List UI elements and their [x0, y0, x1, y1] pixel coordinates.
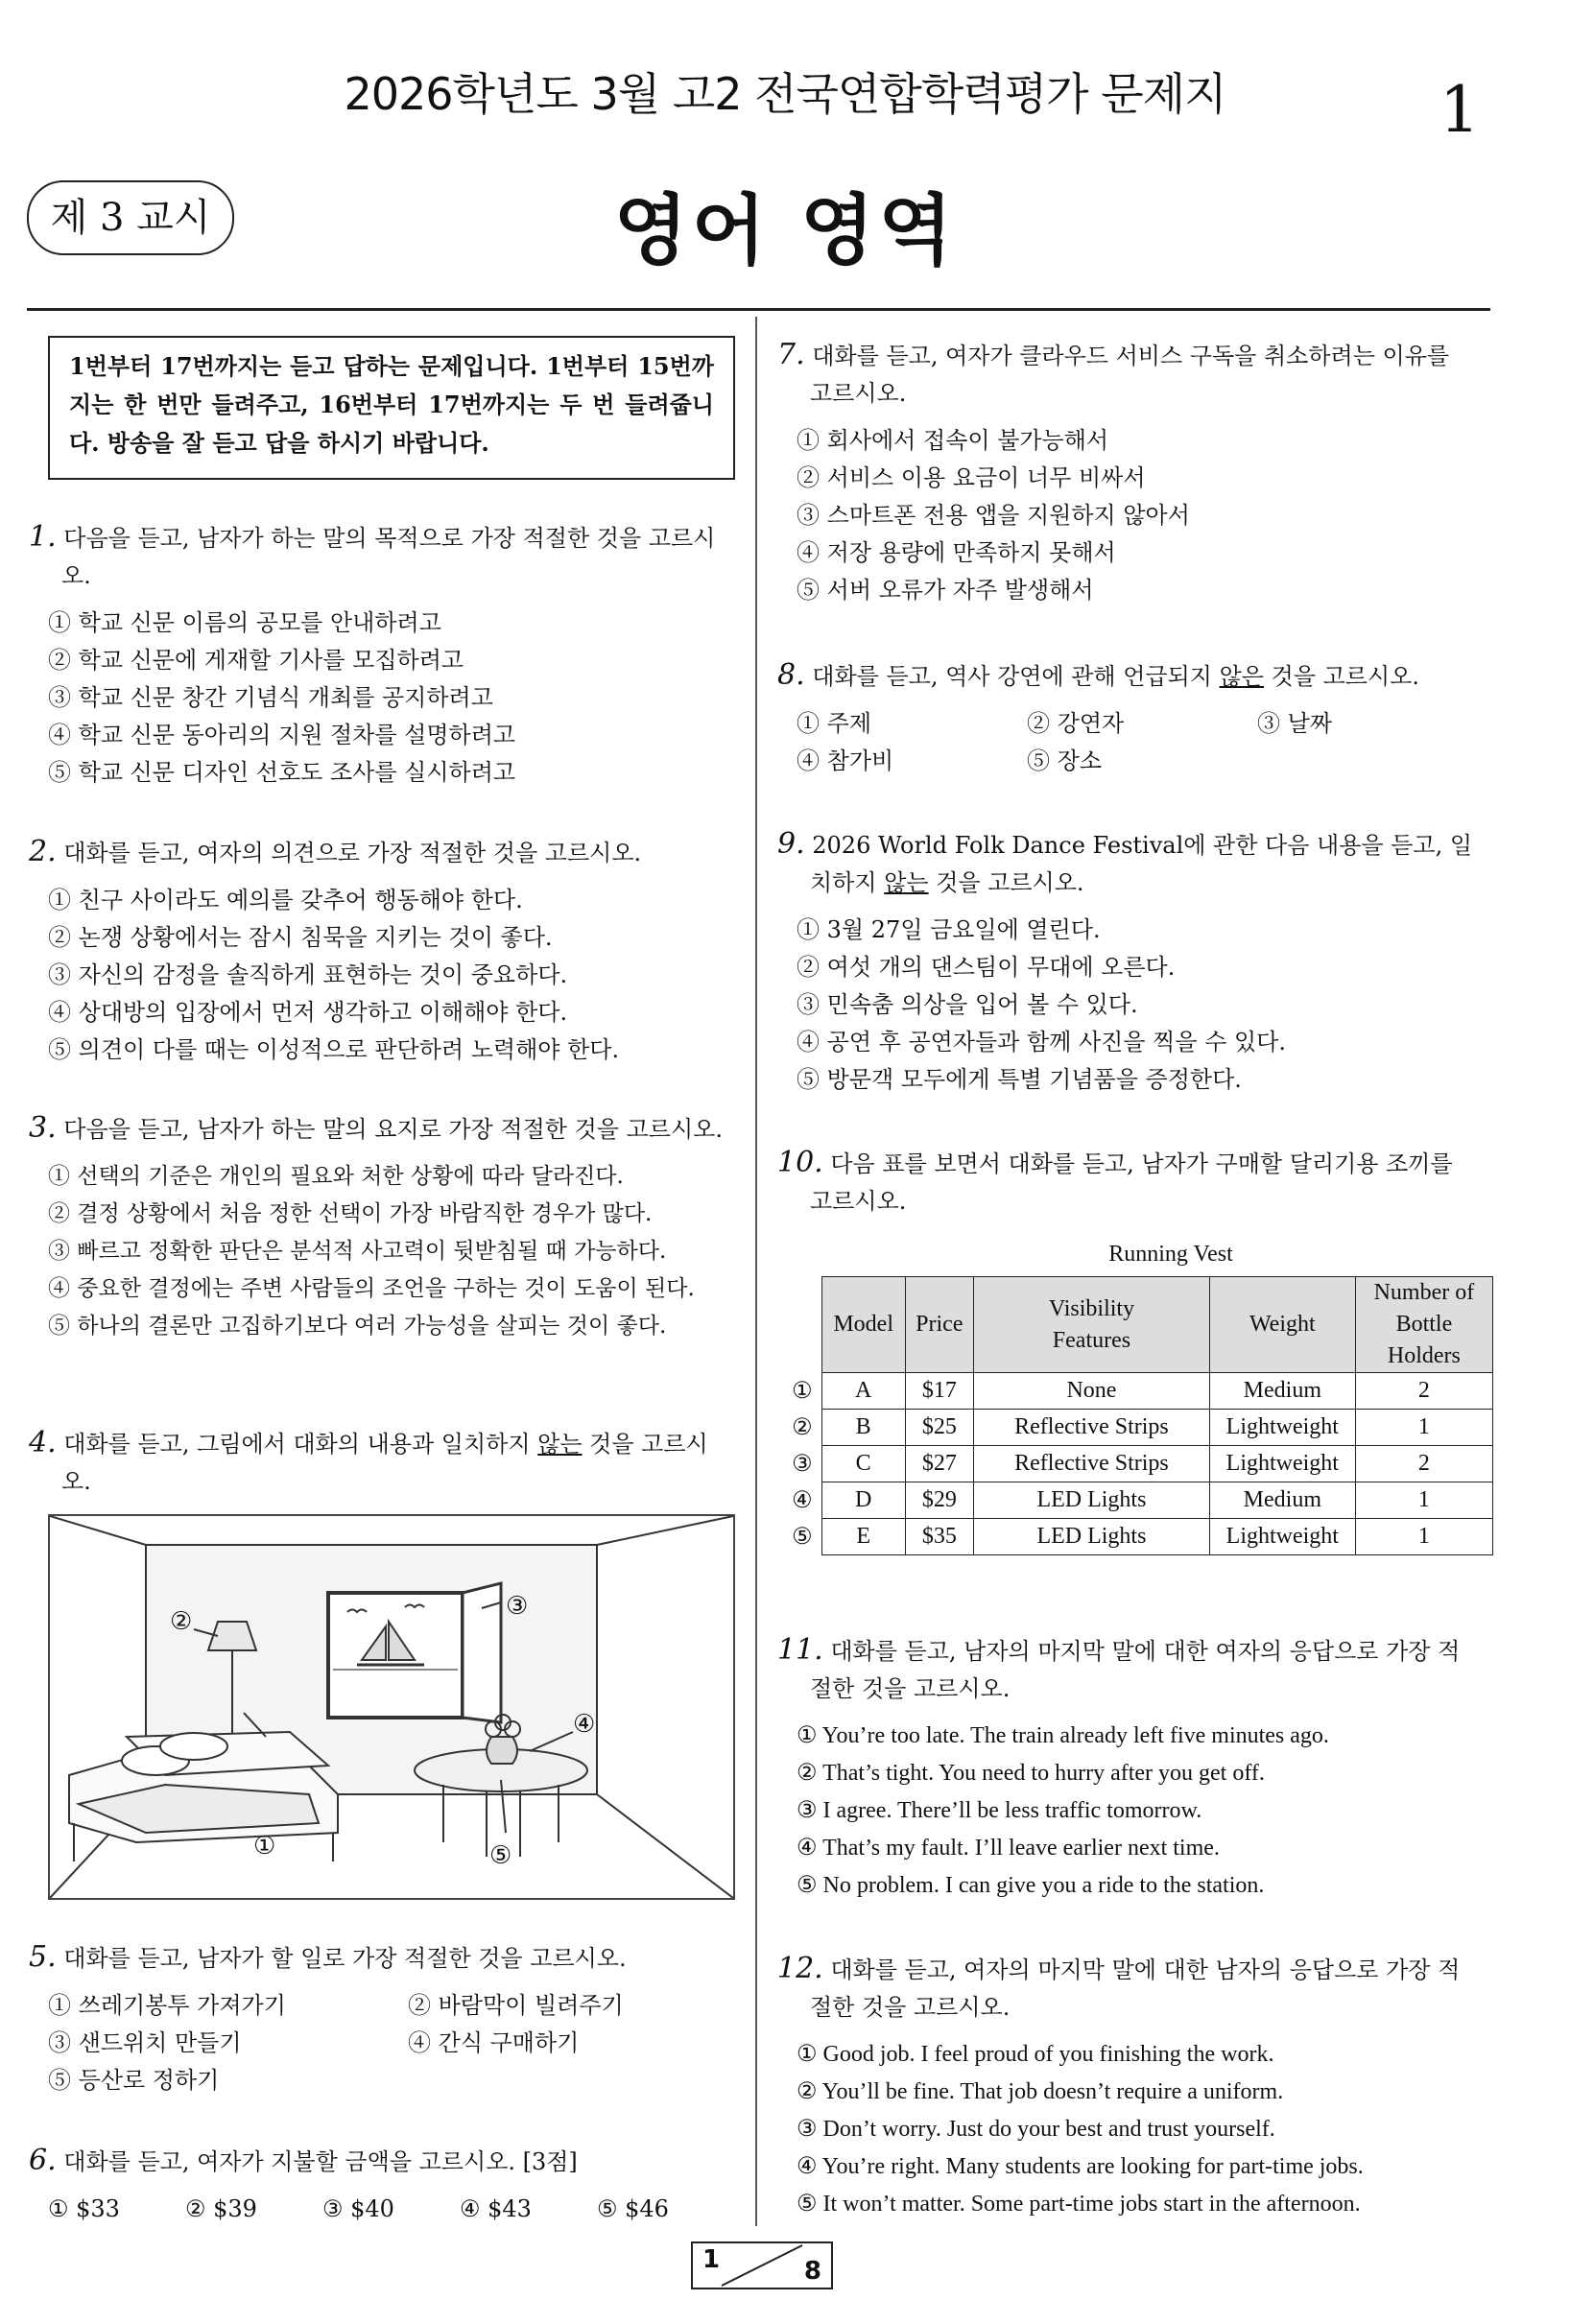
option-2[interactable]: ② 논쟁 상황에서는 잠시 침묵을 지키는 것이 좋다. — [48, 924, 553, 951]
option-1[interactable]: ① 회사에서 접속이 불가능해서 — [797, 427, 1109, 454]
option-5[interactable]: ⑤ 의견이 다를 때는 이성적으로 판단하려 노력해야 한다. — [48, 1036, 620, 1063]
cell-model: E — [821, 1519, 905, 1555]
col-model: Model — [821, 1277, 905, 1373]
cell-model: A — [821, 1373, 905, 1410]
underlined-word: 않는 — [884, 869, 929, 896]
question-stem: 다음을 듣고, 남자가 하는 말의 요지로 가장 적절한 것을 고르시오. — [63, 1116, 723, 1143]
option-1[interactable]: ① 주제 — [797, 710, 871, 737]
question-6 — [29, 2142, 725, 2228]
option-5[interactable]: ⑤ It won’t matter. Some part-time jobs start in the afternoon. — [797, 2192, 1361, 2217]
question-stem-tail: 것을 고르시오. — [1264, 663, 1419, 690]
table-header-row — [783, 1277, 1493, 1373]
cell-bottle-holders: 1 — [1355, 1519, 1492, 1555]
room-illustration — [48, 1514, 735, 1900]
figure-marker-3: ③ — [506, 1592, 529, 1621]
question-number: 2. — [29, 835, 57, 868]
table-row[interactable] — [783, 1519, 1493, 1555]
question-stem: 대화를 듣고, 여자의 마지막 말에 대한 남자의 응답으로 가장 적절한 것을 고르시오. — [810, 1956, 1461, 2021]
option-5[interactable]: ⑤ 방문객 모두에게 특별 기념품을 증정한다. — [797, 1066, 1242, 1093]
row-marker: ③ — [783, 1446, 821, 1482]
question-stem: 대화를 듣고, 그림에서 대화의 내용과 일치하지 — [63, 1431, 538, 1458]
question-number: 5. — [29, 1940, 57, 1974]
option-4[interactable]: ④ 간식 구매하기 — [408, 2029, 580, 2056]
question-3 — [29, 1109, 725, 1345]
period-badge: 제 3 교시 — [27, 180, 234, 255]
option-4[interactable]: ④ That’s my fault. I’ll leave earlier next time. — [797, 1836, 1220, 1861]
cell-price: $25 — [905, 1410, 974, 1446]
row-marker: ⑤ — [783, 1519, 821, 1555]
question-number: 11. — [777, 1633, 823, 1667]
option-4[interactable]: ④ 학교 신문 동아리의 지원 절차를 설명하려고 — [48, 722, 516, 748]
cell-weight: Medium — [1209, 1482, 1355, 1519]
cell-bottle-holders: 1 — [1355, 1482, 1492, 1519]
column-divider — [755, 317, 757, 2226]
option-2[interactable]: ② 여섯 개의 댄스팀이 무대에 오른다. — [797, 954, 1176, 981]
option-2[interactable]: ② 결정 상황에서 처음 정한 선택이 가장 바람직한 경우가 많다. — [48, 1201, 653, 1226]
table-row[interactable] — [783, 1410, 1493, 1446]
question-number: 12. — [777, 1952, 823, 1985]
question-8 — [777, 656, 1473, 780]
figure-marker-2: ② — [170, 1607, 193, 1636]
question-number: 1. — [29, 520, 57, 554]
question-stem: 2026 World Folk Dance Festival에 관한 다음 내용을 듣고, 일치하지 — [810, 832, 1473, 896]
option-2[interactable]: ② You’ll be fine. That job doesn’t require a uniform. — [797, 2079, 1284, 2104]
option-4[interactable]: ④ 상대방의 입장에서 먼저 생각하고 이해해야 한다. — [48, 999, 568, 1026]
option-4[interactable]: ④ You’re right. Many students are looking for part-time jobs. — [797, 2154, 1364, 2179]
option-1[interactable]: ① You’re too late. The train already left five minutes ago. — [797, 1723, 1329, 1748]
table-row[interactable] — [783, 1446, 1493, 1482]
question-number: 9. — [777, 827, 805, 861]
underlined-word: 않는 — [537, 1431, 583, 1458]
cell-price: $17 — [905, 1373, 974, 1410]
option-4[interactable]: ④ 저장 용량에 만족하지 못해서 — [797, 539, 1116, 566]
question-12 — [777, 1950, 1473, 2223]
question-number: 4. — [29, 1426, 57, 1459]
col-bottle-holders: Number of Bottle Holders — [1355, 1277, 1492, 1373]
col-weight: Weight — [1209, 1277, 1355, 1373]
question-number: 8. — [777, 658, 805, 692]
option-2[interactable]: ② 강연자 — [1027, 710, 1125, 737]
subject-title: 영어 영역 — [613, 186, 957, 275]
row-marker: ④ — [783, 1482, 821, 1519]
question-number: 3. — [29, 1111, 57, 1145]
question-stem: 대화를 듣고, 역사 강연에 관해 언급되지 — [812, 663, 1220, 690]
option-3[interactable]: ③ Don’t worry. Just do your best and trust yourself. — [797, 2117, 1275, 2142]
option-3[interactable]: ③ 학교 신문 창간 기념식 개최를 공지하려고 — [48, 684, 493, 711]
question-stem: 대화를 듣고, 여자의 의견으로 가장 적절한 것을 고르시오. — [63, 840, 642, 866]
question-number: 7. — [777, 338, 805, 371]
cell-visibility: Reflective Strips — [974, 1446, 1210, 1482]
question-11 — [777, 1631, 1473, 1905]
option-1[interactable]: ① 쓰레기봉투 가져가기 — [48, 1992, 286, 2019]
option-4[interactable]: ④ 참가비 — [797, 747, 894, 774]
figure-marker-4: ④ — [573, 1710, 596, 1739]
footer-current-page: 1 — [702, 2245, 721, 2274]
question-stem: 다음 표를 보면서 대화를 듣고, 남자가 구매할 달리기용 조끼를 고르시오. — [810, 1150, 1453, 1215]
option-5[interactable]: ⑤ 장소 — [1027, 747, 1102, 774]
option-5[interactable]: ⑤ 서버 오류가 자주 발생해서 — [797, 577, 1094, 604]
cell-model: C — [821, 1446, 905, 1482]
question-number: 6. — [29, 2144, 57, 2177]
table-title: Running Vest — [1108, 1242, 1233, 1267]
table-row[interactable] — [783, 1373, 1493, 1410]
option-5[interactable]: ⑤ No problem. I can give you a ride to the station. — [797, 1873, 1265, 1898]
figure-marker-5: ⑤ — [489, 1841, 512, 1870]
header-divider — [27, 308, 1490, 311]
cell-bottle-holders: 2 — [1355, 1373, 1492, 1410]
option-1[interactable]: ① 3월 27일 금요일에 열린다. — [797, 916, 1101, 943]
listening-notice: 1번부터 17번까지는 듣고 답하는 문제입니다. 1번부터 15번까지는 한 번만 들려주고, 16번부터 17번까지는 두 번 들려줍니다. 방송을 잘 듣고 답을 하시기 바랍니다. — [48, 336, 735, 480]
option-5[interactable]: ⑤ 등산로 정하기 — [48, 2067, 220, 2094]
question-stem: 대화를 듣고, 여자가 지불할 금액을 고르시오. [3점] — [63, 2148, 578, 2175]
page-number: 1 — [1439, 73, 1480, 147]
option-3[interactable]: ③ 민속춤 의상을 입어 볼 수 있다. — [797, 991, 1138, 1018]
cell-visibility: None — [974, 1373, 1210, 1410]
cell-weight: Lightweight — [1209, 1446, 1355, 1482]
col-visibility: Visibility Features — [974, 1277, 1210, 1373]
question-stem-tail: 것을 고르시오. — [61, 1431, 708, 1495]
cell-model: B — [821, 1410, 905, 1446]
underlined-word: 않은 — [1219, 663, 1264, 690]
cell-bottle-holders: 2 — [1355, 1446, 1492, 1482]
question-stem: 대화를 듣고, 여자가 클라우드 서비스 구독을 취소하려는 이유를 고르시오. — [810, 343, 1450, 407]
marker-header — [783, 1277, 821, 1373]
option-3[interactable]: ③ 빠르고 정확한 판단은 분석적 사고력이 뒷받침될 때 가능하다. — [48, 1239, 667, 1264]
cell-visibility: LED Lights — [974, 1519, 1210, 1555]
cell-weight: Medium — [1209, 1373, 1355, 1410]
option-1[interactable]: ① 친구 사이라도 예의를 갖추어 행동해야 한다. — [48, 887, 523, 913]
option-4[interactable]: ④ $43 — [460, 2195, 532, 2222]
question-9 — [777, 825, 1473, 1099]
option-4[interactable]: ④ 중요한 결정에는 주변 사람들의 조언을 구하는 것이 도움이 된다. — [48, 1276, 695, 1301]
figure-marker-1: ① — [253, 1832, 276, 1861]
cell-visibility: Reflective Strips — [974, 1410, 1210, 1446]
question-stem: 대화를 듣고, 남자가 할 일로 가장 적절한 것을 고르시오. — [63, 1945, 627, 1972]
option-1[interactable]: ① 선택의 기준은 개인의 필요와 처한 상황에 따라 달라진다. — [48, 1164, 624, 1189]
option-3[interactable]: ③ 스마트폰 전용 앱을 지원하지 않아서 — [797, 502, 1190, 529]
question-number: 10. — [777, 1146, 823, 1179]
option-4[interactable]: ④ 공연 후 공연자들과 함께 사진을 찍을 수 있다. — [797, 1029, 1286, 1055]
running-vest-table — [783, 1276, 1493, 1555]
option-2[interactable]: ② That’s tight. You need to hurry after you get off. — [797, 1761, 1265, 1786]
option-3[interactable]: ③ 샌드위치 만들기 — [48, 2029, 242, 2056]
option-1[interactable]: ① $33 — [48, 2195, 120, 2222]
row-marker: ① — [783, 1373, 821, 1410]
option-2[interactable]: ② 서비스 이용 요금이 너무 비싸서 — [797, 464, 1146, 491]
room-drawing — [50, 1516, 733, 1898]
cell-price: $29 — [905, 1482, 974, 1519]
question-2 — [29, 833, 725, 1069]
question-stem: 대화를 듣고, 남자의 마지막 말에 대한 여자의 응답으로 가장 적절한 것을 고르시오. — [810, 1638, 1461, 1702]
question-4 — [29, 1424, 725, 1501]
cell-bottle-holders: 1 — [1355, 1410, 1492, 1446]
option-2[interactable]: ② $39 — [185, 2195, 257, 2222]
page-footer — [691, 2241, 833, 2289]
question-5 — [29, 1938, 725, 2099]
option-3[interactable]: ③ 자신의 감정을 솔직하게 표현하는 것이 중요하다. — [48, 961, 568, 988]
question-stem: 다음을 듣고, 남자가 하는 말의 목적으로 가장 적절한 것을 고르시오. — [61, 525, 716, 589]
footer-total-pages: 8 — [803, 2257, 821, 2286]
option-3[interactable]: ③ $40 — [322, 2195, 394, 2222]
option-5[interactable]: ⑤ 하나의 결론만 고집하기보다 여러 가능성을 살피는 것이 좋다. — [48, 1314, 667, 1339]
cell-weight: Lightweight — [1209, 1519, 1355, 1555]
question-10 — [777, 1144, 1473, 1221]
option-5[interactable]: ⑤ $46 — [597, 2195, 669, 2222]
option-5[interactable]: ⑤ 학교 신문 디자인 선호도 조사를 실시하려고 — [48, 759, 516, 786]
cell-model: D — [821, 1482, 905, 1519]
exam-title: 2026학년도 3월 고2 전국연합학력평가 문제지 — [344, 68, 1226, 120]
cell-visibility: LED Lights — [974, 1482, 1210, 1519]
question-1 — [29, 518, 725, 792]
option-1[interactable]: ① Good job. I feel proud of you finishing the work. — [797, 2042, 1274, 2067]
question-7 — [777, 336, 1473, 609]
cell-price: $27 — [905, 1446, 974, 1482]
cell-price: $35 — [905, 1519, 974, 1555]
option-2[interactable]: ② 학교 신문에 게재할 기사를 모집하려고 — [48, 647, 464, 674]
option-1[interactable]: ① 학교 신문 이름의 공모를 안내하려고 — [48, 609, 441, 636]
table-row[interactable] — [783, 1482, 1493, 1519]
question-stem-tail: 것을 고르시오. — [928, 869, 1084, 896]
cell-weight: Lightweight — [1209, 1410, 1355, 1446]
col-price: Price — [905, 1277, 974, 1373]
option-2[interactable]: ② 바람막이 빌려주기 — [408, 1992, 624, 2019]
option-3[interactable]: ③ I agree. There’ll be less traffic tomorrow. — [797, 1798, 1202, 1823]
option-3[interactable]: ③ 날짜 — [1257, 710, 1332, 737]
row-marker: ② — [783, 1410, 821, 1446]
